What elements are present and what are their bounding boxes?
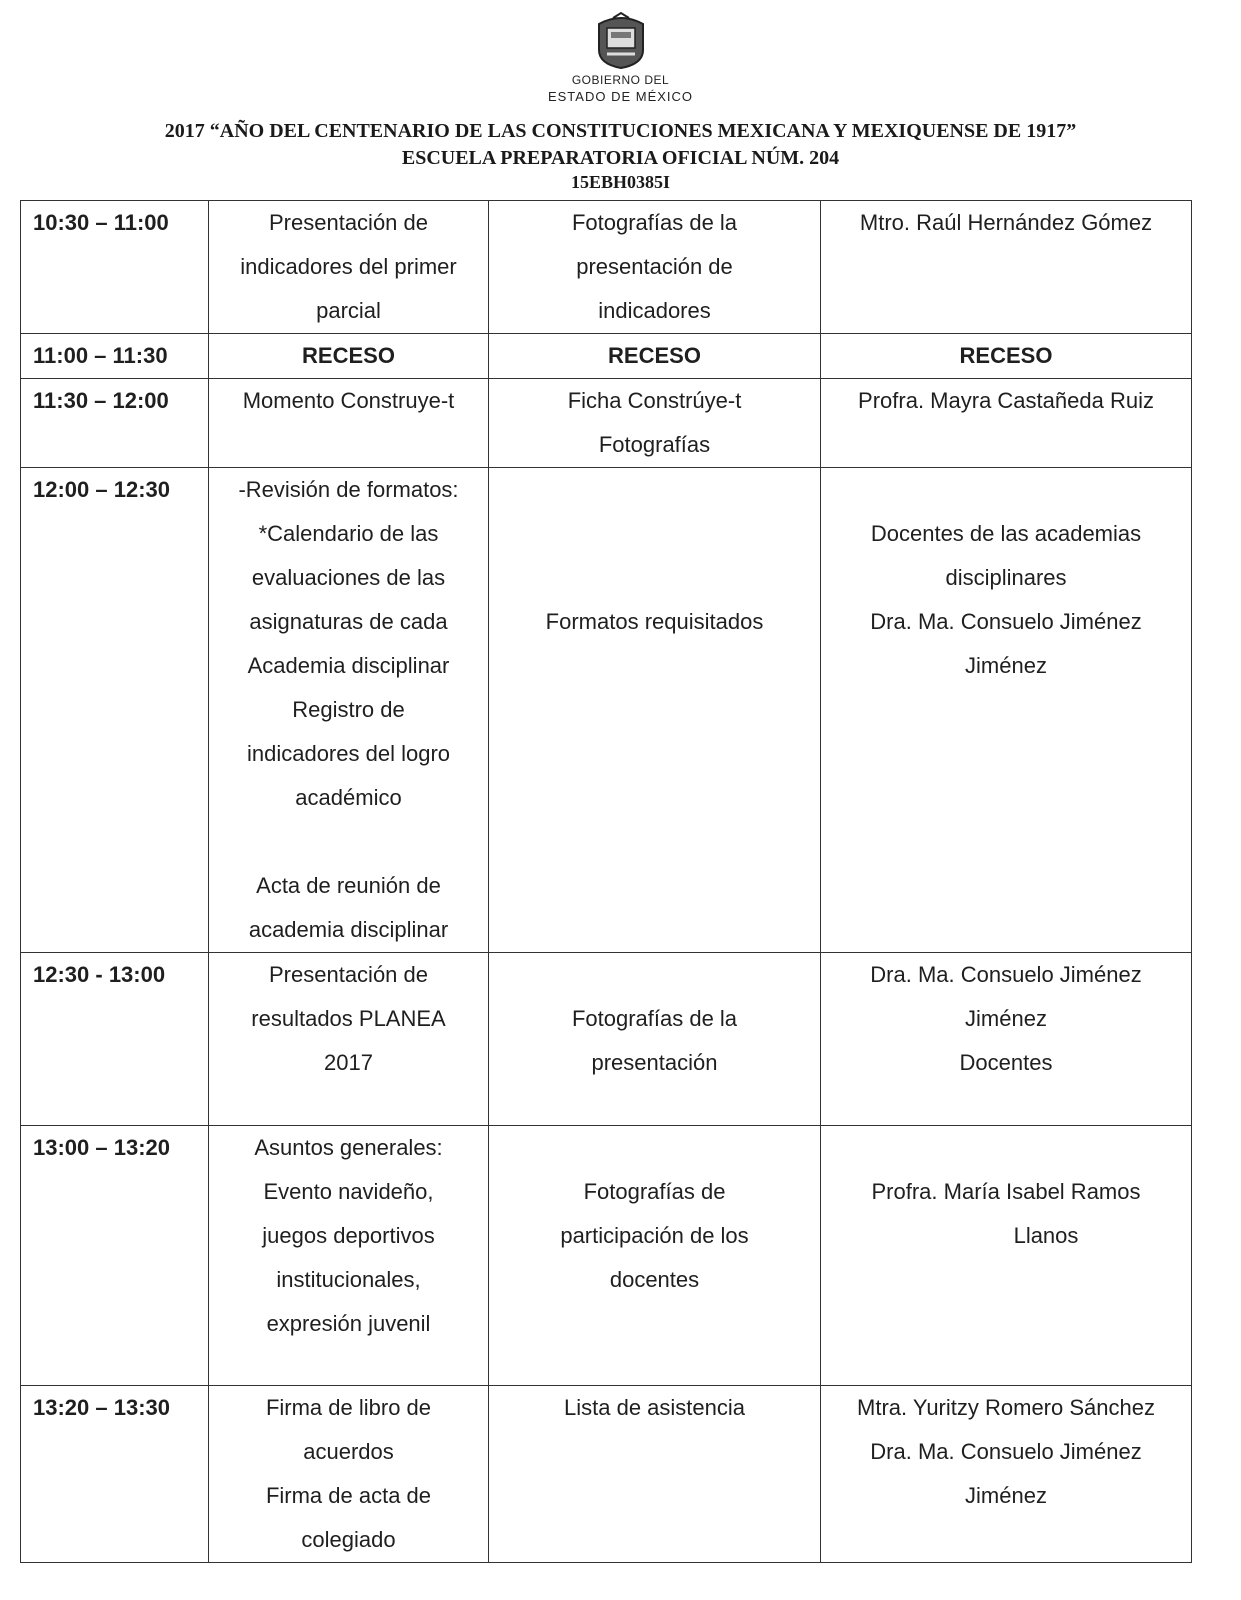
evidence-line: Lista de asistencia bbox=[564, 1395, 745, 1420]
line-gap bbox=[211, 820, 486, 864]
activity-line: indicadores del primer bbox=[240, 254, 457, 279]
activity-line: colegiado bbox=[301, 1527, 396, 1552]
evidence-line: Ficha Constrúye-t bbox=[567, 388, 742, 413]
table-row bbox=[21, 953, 1192, 1126]
gov-line-1: GOBIERNO DEL bbox=[571, 73, 670, 87]
activity-cell bbox=[209, 1386, 489, 1563]
activity-line: resultados PLANEA bbox=[251, 1006, 446, 1031]
responsible-line: Dra. Ma. Consuelo Jiménez bbox=[870, 1439, 1142, 1464]
agenda-table bbox=[20, 200, 1192, 1563]
time-cell: 11:30 – 12:00 bbox=[21, 379, 209, 468]
activity-line: académico bbox=[295, 785, 402, 810]
school-code: 15EBH0385I bbox=[570, 172, 671, 192]
line-gap bbox=[491, 556, 818, 600]
evidence-cell bbox=[489, 1126, 821, 1386]
responsible-line: Docentes bbox=[959, 1050, 1053, 1075]
evidence-cell bbox=[489, 379, 821, 468]
evidence-cell bbox=[489, 1386, 821, 1563]
evidence-cell: RECESO bbox=[489, 334, 821, 379]
responsible-line: Mtra. Yuritzy Romero Sánchez bbox=[857, 1395, 1155, 1420]
activity-line: Momento Construye-t bbox=[242, 388, 455, 413]
line-gap bbox=[491, 468, 818, 512]
activity-line: Presentación de bbox=[269, 962, 428, 987]
activity-line: -Revisión de formatos: bbox=[238, 477, 459, 502]
responsible-line: Jiménez bbox=[965, 1483, 1047, 1508]
activity-cell bbox=[209, 379, 489, 468]
activity-line: Academia disciplinar bbox=[247, 653, 450, 678]
document-title: 2017 “AÑO DEL CENTENARIO DE LAS CONSTITUCIONES MEXICANA Y MEXIQUENSE DE 1917” bbox=[164, 120, 1077, 142]
line-gap bbox=[823, 1126, 1189, 1170]
responsible-cell bbox=[821, 1126, 1192, 1386]
evidence-line: Formatos requisitados bbox=[545, 609, 764, 634]
time-cell: 13:00 – 13:20 bbox=[21, 1126, 209, 1386]
responsible-line: Dra. Ma. Consuelo Jiménez bbox=[870, 609, 1142, 634]
activity-line: indicadores del logro bbox=[246, 741, 451, 766]
activity-line: acuerdos bbox=[303, 1439, 394, 1464]
responsible-line: disciplinares bbox=[945, 565, 1067, 590]
school-name: ESCUELA PREPARATORIA OFICIAL NÚM. 204 bbox=[401, 147, 840, 169]
evidence-line: indicadores bbox=[598, 298, 711, 323]
table-row bbox=[21, 379, 1192, 468]
activity-line: Firma de acta de bbox=[265, 1483, 432, 1508]
time-cell: 12:30 - 13:00 bbox=[21, 953, 209, 1126]
activity-line: *Calendario de las bbox=[258, 521, 439, 546]
line-gap bbox=[491, 512, 818, 556]
activity-line: academia disciplinar bbox=[248, 917, 449, 942]
activity-line: expresión juvenil bbox=[266, 1311, 431, 1336]
table-row bbox=[21, 1126, 1192, 1386]
responsible-line: Jiménez bbox=[965, 1006, 1047, 1031]
evidence-line: Fotografías de la bbox=[571, 210, 738, 235]
evidence-line: participación de los bbox=[560, 1223, 749, 1248]
table-row bbox=[21, 1386, 1192, 1563]
responsible-line: Docentes de las academias bbox=[870, 521, 1142, 546]
gov-line-2: ESTADO DE MÉXICO bbox=[547, 89, 694, 104]
activity-cell bbox=[209, 953, 489, 1126]
responsible-cell: RECESO bbox=[821, 334, 1192, 379]
activity-line: Presentación de bbox=[269, 210, 428, 235]
coat-of-arms-icon bbox=[593, 10, 649, 70]
evidence-line: presentación bbox=[591, 1050, 718, 1075]
evidence-line: Fotografías bbox=[598, 432, 711, 457]
activity-cell: RECESO bbox=[209, 334, 489, 379]
evidence-line: Fotografías de bbox=[583, 1179, 726, 1204]
responsible-cell bbox=[821, 468, 1192, 953]
activity-line: juegos deportivos bbox=[262, 1223, 435, 1248]
time-cell: 13:20 – 13:30 bbox=[21, 1386, 209, 1563]
activity-line: asignaturas de cada bbox=[249, 609, 448, 634]
evidence-line: Fotografías de la bbox=[571, 1006, 738, 1031]
line-gap bbox=[823, 468, 1189, 512]
line-gap bbox=[491, 953, 818, 997]
activity-line: parcial bbox=[316, 298, 381, 323]
line-gap bbox=[491, 1126, 818, 1170]
activity-line: institucionales, bbox=[276, 1267, 421, 1292]
evidence-cell bbox=[489, 201, 821, 334]
responsible-line: Llanos bbox=[1013, 1223, 1079, 1248]
table-row bbox=[21, 201, 1192, 334]
responsible-line: Dra. Ma. Consuelo Jiménez bbox=[870, 962, 1142, 987]
responsible-cell bbox=[821, 201, 1192, 334]
responsible-cell bbox=[821, 1386, 1192, 1563]
time-cell: 10:30 – 11:00 bbox=[21, 201, 209, 334]
activity-line: Acta de reunión de bbox=[256, 873, 441, 898]
time-cell: 11:00 – 11:30 bbox=[21, 334, 209, 379]
evidence-line: docentes bbox=[609, 1267, 700, 1292]
table-row bbox=[21, 468, 1192, 953]
activity-cell bbox=[209, 1126, 489, 1386]
responsible-line: Mtro. Raúl Hernández Gómez bbox=[859, 210, 1153, 235]
table-row bbox=[21, 334, 1192, 379]
activity-line: evaluaciones de las bbox=[251, 565, 446, 590]
responsible-cell bbox=[821, 953, 1192, 1126]
activity-line: Asuntos generales: bbox=[254, 1135, 443, 1160]
evidence-line: presentación de bbox=[576, 254, 733, 279]
responsible-cell bbox=[821, 379, 1192, 468]
activity-line: Evento navideño, bbox=[263, 1179, 434, 1204]
responsible-line: Jiménez bbox=[965, 653, 1047, 678]
time-cell: 12:00 – 12:30 bbox=[21, 468, 209, 953]
evidence-cell bbox=[489, 953, 821, 1126]
activity-cell bbox=[209, 201, 489, 334]
evidence-cell bbox=[489, 468, 821, 953]
activity-cell bbox=[209, 468, 489, 953]
activity-line: 2017 bbox=[324, 1050, 373, 1075]
responsible-line: Profra. María Isabel Ramos bbox=[871, 1179, 1141, 1204]
responsible-line: Profra. Mayra Castañeda Ruiz bbox=[858, 388, 1154, 413]
activity-line: Registro de bbox=[292, 697, 405, 722]
activity-line: Firma de libro de bbox=[265, 1395, 432, 1420]
